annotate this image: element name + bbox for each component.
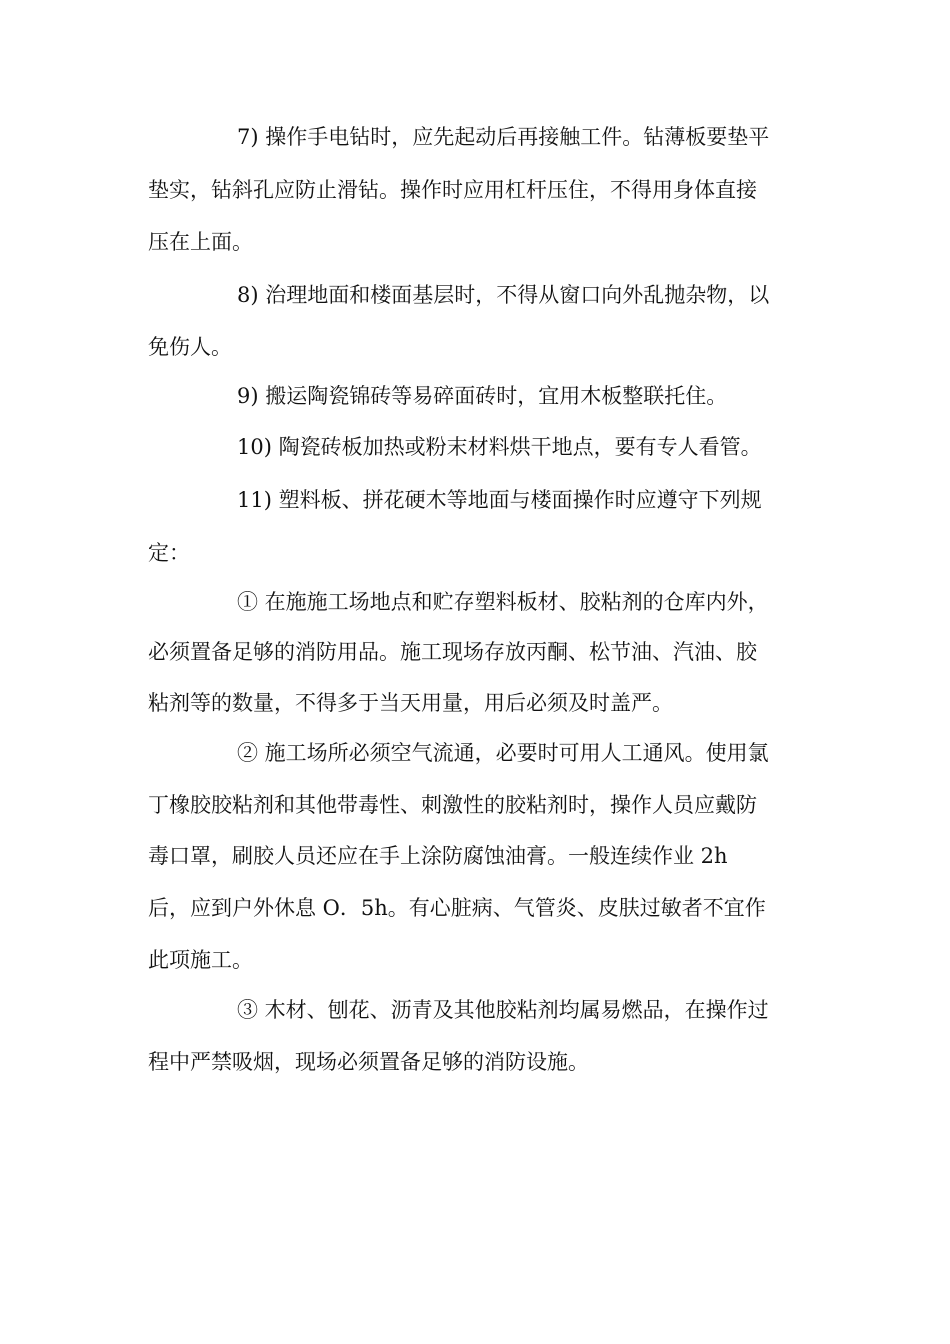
item-2-line-1: ② 施工场所必须空气流通，必要时可用人工通风。使用氯 (237, 741, 769, 765)
item-2-line-3: 毒口罩，刷胶人员还应在手上涂防腐蚀油膏。一般连续作业 2h (148, 844, 728, 868)
item-2-line-4: 后，应到户外休息 O．5h。有心脏病、气管炎、皮肤过敏者不宜作 (148, 896, 766, 920)
paragraph-8-line-1: 8) 治理地面和楼面基层时，不得从窗口向外乱抛杂物，以 (237, 283, 770, 307)
item-1-line-1: ① 在施施工场地点和贮存塑料板材、胶粘剂的仓库内外， (237, 590, 769, 614)
paragraph-8-line-2: 免伤人。 (148, 335, 232, 359)
paragraph-11-line-1: 11) 塑料板、拼花硬木等地面与楼面操作时应遵守下列规 (237, 488, 762, 512)
item-3-line-2: 程中严禁吸烟，现场必须置备足够的消防设施。 (148, 1050, 589, 1074)
item-1-line-2: 必须置备足够的消防用品。施工现场存放丙酮、松节油、汽油、胶 (148, 640, 757, 664)
paragraph-9-line-1: 9) 搬运陶瓷锦砖等易碎面砖时，宜用木板整联托住。 (237, 384, 728, 408)
paragraph-7-line-3: 压在上面。 (148, 230, 253, 254)
paragraph-7-line-1: 7) 操作手电钻时，应先起动后再接触工件。钻薄板要垫平 (237, 125, 770, 149)
item-2-line-5: 此项施工。 (148, 948, 253, 972)
paragraph-7-line-2: 垫实，钻斜孔应防止滑钻。操作时应用杠杆压住，不得用身体直接 (148, 178, 757, 202)
item-2-line-2: 丁橡胶胶粘剂和其他带毒性、刺激性的胶粘剂时，操作人员应戴防 (148, 793, 757, 817)
paragraph-10-line-1: 10) 陶瓷砖板加热或粉末材料烘干地点，要有专人看管。 (237, 435, 762, 459)
item-3-line-1: ③ 木材、刨花、沥青及其他胶粘剂均属易燃品，在操作过 (237, 998, 769, 1022)
item-1-line-3: 粘剂等的数量，不得多于当天用量，用后必须及时盖严。 (148, 691, 673, 715)
paragraph-11-line-2: 定： (148, 541, 190, 565)
